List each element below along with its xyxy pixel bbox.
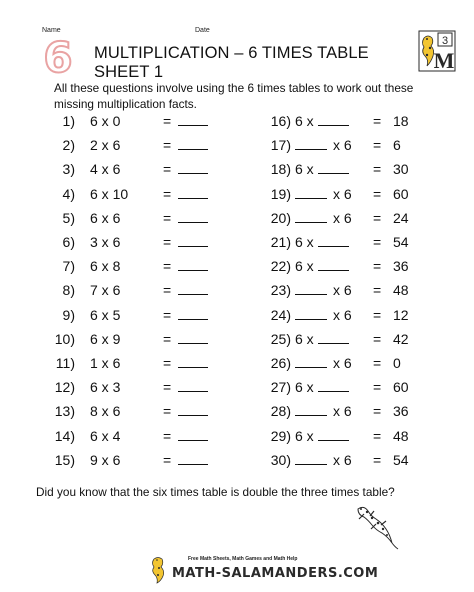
equals-sign: = xyxy=(163,403,172,420)
missing-factor-blank[interactable] xyxy=(318,331,349,344)
date-label: Date xyxy=(195,27,210,34)
expression-part: x 6 xyxy=(333,185,352,202)
equals-sign: = xyxy=(163,379,172,396)
missing-factor-blank[interactable] xyxy=(295,403,327,416)
product-value: 36 xyxy=(393,258,409,275)
name-label: Name xyxy=(42,27,61,34)
question-expression xyxy=(295,280,352,300)
question-row xyxy=(240,377,465,397)
question-expression xyxy=(295,401,352,421)
question-number: 18) xyxy=(270,161,291,178)
product-value: 54 xyxy=(393,234,409,250)
missing-factor-blank[interactable] xyxy=(318,428,349,441)
question-row xyxy=(0,401,240,421)
worksheet-title: MULTIPLICATION – 6 TIMES TABLE SHEET 1 xyxy=(94,44,369,81)
equals-sign: = xyxy=(373,113,382,129)
question-number: 13) xyxy=(54,403,75,420)
equals-sign: = xyxy=(163,355,172,371)
question-expression: 6 x 0 xyxy=(90,113,121,129)
equals-sign: = xyxy=(373,209,382,226)
answer-slot xyxy=(178,450,208,470)
equals-sign: = xyxy=(163,234,172,250)
footer-site-link[interactable]: MATH-SALAMANDERS.COM xyxy=(172,566,379,581)
answer-slot xyxy=(178,353,208,373)
big-number-six: 6 xyxy=(43,33,73,82)
question-row xyxy=(0,232,240,252)
question-expression xyxy=(295,305,352,325)
equals-sign: = xyxy=(373,451,382,468)
question-row xyxy=(240,353,465,373)
equals-sign: = xyxy=(163,113,172,129)
question-expression: 2 x 6 xyxy=(90,137,121,154)
question-row xyxy=(240,135,465,155)
question-number: 8) xyxy=(62,282,75,299)
question-number: 1) xyxy=(62,113,75,129)
question-expression: 8 x 6 xyxy=(90,403,121,420)
question-number: 6) xyxy=(62,234,75,250)
question-number: 9) xyxy=(62,306,75,323)
question-row xyxy=(0,184,240,204)
missing-factor-blank[interactable] xyxy=(318,234,349,247)
question-expression xyxy=(295,159,349,179)
question-expression: 6 x 9 xyxy=(90,330,121,347)
product-value: 6 xyxy=(393,137,401,154)
question-expression: 9 x 6 xyxy=(90,451,121,468)
answer-slot xyxy=(178,305,208,325)
answer-slot xyxy=(178,232,208,252)
question-expression: 6 x 10 xyxy=(90,185,129,202)
question-row xyxy=(240,280,465,300)
question-number: 10) xyxy=(54,330,75,347)
product-value: 60 xyxy=(393,185,409,202)
answer-blank[interactable] xyxy=(178,186,208,199)
expression-part: 6 x xyxy=(295,234,314,250)
answer-slot xyxy=(178,135,208,155)
question-number: 4) xyxy=(62,185,75,202)
expression-part: 6 x xyxy=(295,113,314,129)
question-number: 15) xyxy=(54,451,75,468)
product-value: 48 xyxy=(393,282,409,299)
question-expression xyxy=(295,111,349,131)
question-row xyxy=(0,280,240,300)
answer-slot xyxy=(178,159,208,179)
question-expression: 6 x 5 xyxy=(90,306,121,323)
product-value: 30 xyxy=(393,161,409,178)
answer-blank[interactable] xyxy=(178,113,208,126)
equals-sign: = xyxy=(373,306,382,323)
question-number: 14) xyxy=(54,427,75,444)
expression-part: x 6 xyxy=(333,282,352,299)
equals-sign: = xyxy=(373,185,382,202)
product-value: 36 xyxy=(393,403,409,420)
answer-slot xyxy=(178,184,208,204)
expression-part: x 6 xyxy=(333,451,352,468)
question-number: 21) xyxy=(270,234,291,250)
question-number: 2) xyxy=(62,137,75,154)
equals-sign: = xyxy=(373,161,382,178)
salamander-logo-icon xyxy=(418,30,456,72)
question-number: 19) xyxy=(270,185,291,202)
question-row xyxy=(240,305,465,325)
missing-factor-blank[interactable] xyxy=(318,379,349,392)
question-row xyxy=(240,426,465,446)
answer-blank[interactable] xyxy=(178,210,208,223)
answer-slot xyxy=(178,329,208,349)
missing-factor-blank[interactable] xyxy=(295,452,327,465)
question-expression: 6 x 6 xyxy=(90,209,121,226)
expression-part: x 6 xyxy=(333,403,352,420)
question-number: 23) xyxy=(270,282,291,299)
product-value: 12 xyxy=(393,306,409,323)
answer-slot xyxy=(178,401,208,421)
product-value: 42 xyxy=(393,330,409,347)
expression-part: 6 x xyxy=(295,427,314,444)
footer-tagline: Free Math Sheets, Math Games and Math Help xyxy=(188,556,298,562)
question-expression xyxy=(295,184,352,204)
instructions-text: All these questions involve using the 6 times tables to work out these missing multiplication facts. xyxy=(54,81,414,111)
answer-blank[interactable] xyxy=(178,331,208,344)
missing-factor-blank[interactable] xyxy=(295,210,327,223)
question-number: 30) xyxy=(270,451,291,468)
answer-blank[interactable] xyxy=(178,379,208,392)
question-expression: 7 x 6 xyxy=(90,282,121,299)
question-row xyxy=(240,184,465,204)
question-number: 20) xyxy=(270,209,291,226)
answer-blank[interactable] xyxy=(178,161,208,174)
question-number: 3) xyxy=(62,161,75,178)
question-expression: 6 x 4 xyxy=(90,427,121,444)
question-number: 5) xyxy=(62,209,75,226)
product-value: 48 xyxy=(393,427,409,444)
missing-factor-blank[interactable] xyxy=(295,282,327,295)
answer-blank[interactable] xyxy=(178,403,208,416)
question-expression xyxy=(295,208,352,228)
expression-part: 6 x xyxy=(295,258,314,275)
missing-factor-blank[interactable] xyxy=(295,186,327,199)
question-expression: 6 x 8 xyxy=(90,258,121,275)
question-row xyxy=(0,111,240,131)
equals-sign: = xyxy=(163,161,172,178)
equals-sign: = xyxy=(373,330,382,347)
question-number: 28) xyxy=(270,403,291,420)
question-number: 25) xyxy=(270,330,291,347)
product-value: 60 xyxy=(393,379,409,396)
lizard-icon xyxy=(350,503,400,551)
question-row xyxy=(240,450,465,470)
question-expression xyxy=(295,353,352,373)
expression-part: 6 x xyxy=(295,330,314,347)
question-number: 27) xyxy=(270,379,291,396)
salamander-footer-icon xyxy=(150,556,170,584)
answer-slot xyxy=(178,280,208,300)
question-number: 7) xyxy=(62,258,75,275)
question-number: 16) xyxy=(270,113,291,129)
expression-part: x 6 xyxy=(333,355,352,371)
equals-sign: = xyxy=(163,185,172,202)
question-expression xyxy=(295,232,349,252)
question-row xyxy=(0,426,240,446)
equals-sign: = xyxy=(163,451,172,468)
missing-factor-blank[interactable] xyxy=(295,307,327,320)
question-row xyxy=(0,135,240,155)
equals-sign: = xyxy=(163,427,172,444)
expression-part: x 6 xyxy=(333,137,352,154)
equals-sign: = xyxy=(373,403,382,420)
answer-slot xyxy=(178,426,208,446)
question-expression: 1 x 6 xyxy=(90,355,121,371)
missing-factor-blank[interactable] xyxy=(295,355,327,368)
equals-sign: = xyxy=(373,137,382,154)
logo-letter: M xyxy=(433,48,455,72)
equals-sign: = xyxy=(163,282,172,299)
product-value: 18 xyxy=(393,113,409,129)
question-number: 29) xyxy=(270,427,291,444)
expression-part: x 6 xyxy=(333,306,352,323)
answer-blank[interactable] xyxy=(178,282,208,295)
expression-part: 6 x xyxy=(295,379,314,396)
question-row xyxy=(0,256,240,276)
question-row xyxy=(240,329,465,349)
question-row xyxy=(240,111,465,131)
question-number: 22) xyxy=(270,258,291,275)
question-row xyxy=(0,329,240,349)
question-expression xyxy=(295,256,349,276)
equals-sign: = xyxy=(373,427,382,444)
equals-sign: = xyxy=(373,379,382,396)
question-row xyxy=(0,208,240,228)
question-row xyxy=(240,256,465,276)
equals-sign: = xyxy=(163,330,172,347)
question-row xyxy=(0,450,240,470)
product-value: 0 xyxy=(393,355,401,371)
answer-slot xyxy=(178,377,208,397)
equals-sign: = xyxy=(163,258,172,275)
missing-factor-blank[interactable] xyxy=(318,161,349,174)
equals-sign: = xyxy=(373,258,382,275)
question-row xyxy=(240,232,465,252)
question-number: 26) xyxy=(270,355,291,371)
question-expression xyxy=(295,377,349,397)
product-value: 24 xyxy=(393,209,409,226)
question-row xyxy=(240,159,465,179)
question-row xyxy=(0,353,240,373)
expression-part: 6 x xyxy=(295,161,314,178)
question-expression: 6 x 3 xyxy=(90,379,121,396)
answer-blank[interactable] xyxy=(178,355,208,368)
answer-blank[interactable] xyxy=(178,137,208,150)
equals-sign: = xyxy=(373,282,382,299)
question-expression xyxy=(295,329,349,349)
missing-factor-blank[interactable] xyxy=(318,258,349,271)
question-number: 12) xyxy=(54,379,75,396)
question-expression xyxy=(295,426,349,446)
did-you-know-text: Did you know that the six times table is double the three times table? xyxy=(36,485,395,499)
question-number: 11) xyxy=(55,355,75,371)
expression-part: x 6 xyxy=(333,209,352,226)
question-row xyxy=(0,305,240,325)
product-value: 54 xyxy=(393,451,409,468)
answer-blank[interactable] xyxy=(178,234,208,247)
question-row xyxy=(0,377,240,397)
equals-sign: = xyxy=(163,306,172,323)
question-number: 17) xyxy=(270,137,291,154)
answer-blank[interactable] xyxy=(178,258,208,271)
question-expression: 4 x 6 xyxy=(90,161,121,178)
missing-factor-blank[interactable] xyxy=(318,113,349,126)
equals-sign: = xyxy=(373,234,382,250)
question-expression xyxy=(295,450,352,470)
equals-sign: = xyxy=(373,355,382,371)
question-number: 24) xyxy=(270,306,291,323)
logo-badge-number: 3 xyxy=(441,35,449,47)
missing-factor-blank[interactable] xyxy=(295,137,327,150)
answer-blank[interactable] xyxy=(178,307,208,320)
answer-blank[interactable] xyxy=(178,428,208,441)
answer-blank[interactable] xyxy=(178,452,208,465)
answer-slot xyxy=(178,111,208,131)
question-expression: 3 x 6 xyxy=(90,234,121,250)
answer-slot xyxy=(178,208,208,228)
question-row xyxy=(240,208,465,228)
question-row xyxy=(240,401,465,421)
question-row xyxy=(0,159,240,179)
equals-sign: = xyxy=(163,209,172,226)
answer-slot xyxy=(178,256,208,276)
question-expression xyxy=(295,135,352,155)
equals-sign: = xyxy=(163,137,172,154)
